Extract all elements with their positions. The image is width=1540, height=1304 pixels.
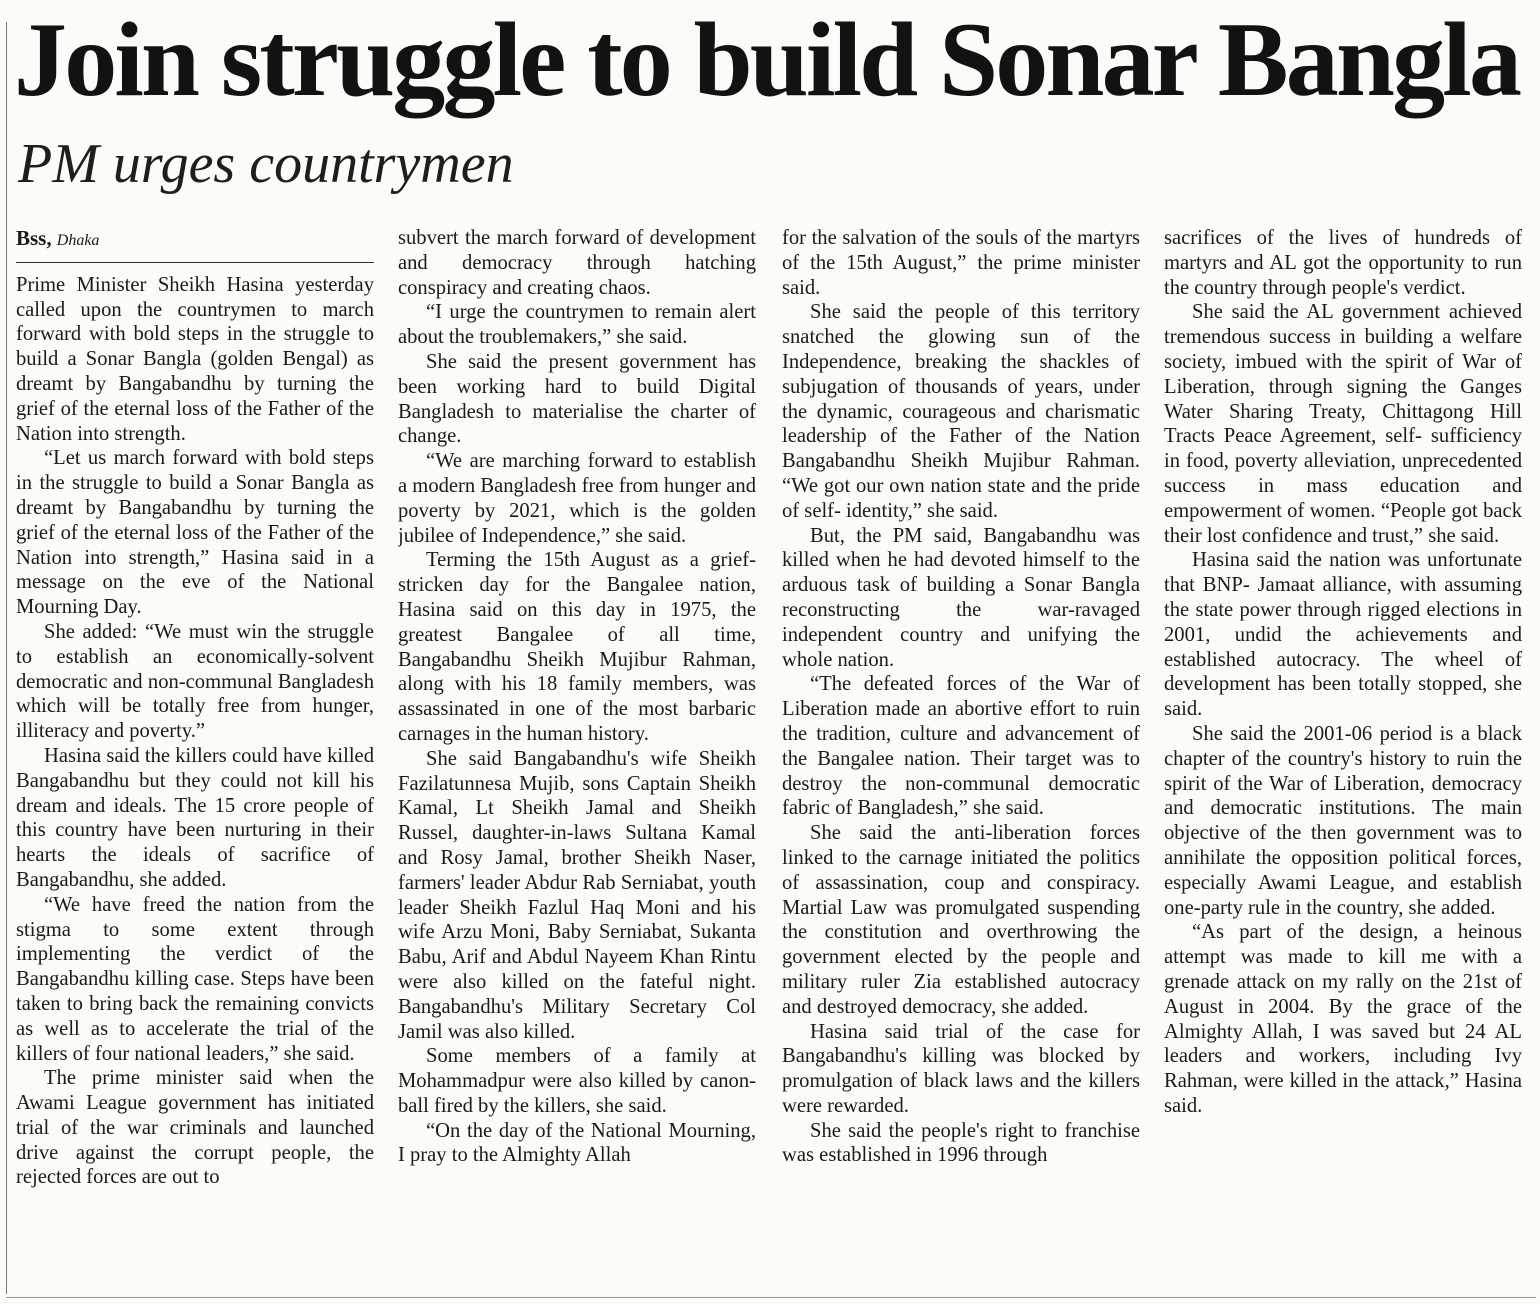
article-column-1	[16, 226, 374, 1286]
paragraph: “The defeated forces of the War of Liberation made an abortive effort to ruin the tradition, culture and advancement of the Bangalee nation. Their target was to destroy the non-communal democratic fabric of Bangladesh,” she said.	[782, 673, 1140, 820]
headline: Join struggle to build Sonar Bangla	[14, 1, 1520, 118]
paragraph: She said the anti-liberation forces linked to the carnage initiated the politics of assassination, coup and conspiracy. Martial Law was promulgated suspending the constitution and overthrowing the government elected by the people and military ruler Zia established autocracy and destroyed democracy, she added.	[782, 822, 1140, 1018]
paragraph: She said the AL government achieved tremendous success in building a welfare society, imbued with the spirit of War of Liberation, through signing the Ganges Water Sharing Treaty, Chittagong Hill Tracts Peace Agreement, self- sufficiency in food, poverty alleviation, unprecedented success in mass education and empowerment of women. “People got back their lost confidence and trust,” she said.	[1164, 301, 1522, 547]
byline-location: Dhaka	[56, 232, 100, 249]
article-column-4	[1164, 226, 1522, 1286]
paragraph: “We have freed the nation from the stigma to some extent through implementing the verdict of the Bangabandhu killing case. Steps have been taken to bring back the remaining convicts as well as to accelerate the trial of the killers of four national leaders,” she said.	[16, 893, 374, 1065]
bottom-rule	[6, 1297, 1536, 1298]
paragraph: “As part of the design, a heinous attempt was made to kill me with a grenade attack on my rally on the 21st of August in 2004. By the grace of the Almighty Allah, I was saved but 24 AL leaders and workers, including Ivy Rahman, were killed in the attack,” Hasina said.	[1164, 921, 1522, 1117]
byline-source: Bss,	[16, 226, 52, 250]
paragraph: Hasina said trial of the case for Bangabandhu's killing was blocked by promulgation of black laws and the killers were rewarded.	[782, 1020, 1140, 1117]
paragraph: Hasina said the nation was unfortunate that BNP- Jamaat alliance, with assuming the state power through rigged elections in 2001, undid the achievements and established autocracy. The wheel of development has been totally stopped, she said.	[1164, 549, 1522, 721]
byline	[16, 226, 374, 263]
paragraph: for the salvation of the souls of the martyrs of the 15th August,” the prime minister said.	[782, 227, 1140, 299]
paragraph: “Let us march forward with bold steps in the struggle to build a Sonar Bangla as dreamt by Bangabandhu by turning the grief of the eternal loss of the Father of the Nation into strength,” Hasina said in a message on the eve of the National Mourning Day.	[16, 447, 374, 619]
paragraph: “I urge the countrymen to remain alert about the troublemakers,” she said.	[398, 301, 756, 349]
paragraph: But, the PM said, Bangabandhu was killed when he had devoted himself to the arduous task of building a Sonar Bangla reconstructing the war-ravaged independent country and unifying the whole nation.	[782, 524, 1140, 671]
article-column-2	[398, 226, 756, 1286]
paragraph: She said the present government has been working hard to build Digital Bangladesh to materialise the charter of change.	[398, 350, 756, 448]
paragraph: “We are marching forward to establish a modern Bangladesh free from hunger and poverty by 2021, which is the golden jubilee of Independence,” she said.	[398, 450, 756, 547]
subheadline: PM urges countrymen	[18, 133, 514, 195]
paragraph: She added: “We must win the struggle to establish an economically-solvent democratic and non-communal Bangladesh which will be totally free from hunger, illiteracy and poverty.”	[16, 620, 374, 743]
paragraph: subvert the march forward of development and democracy through hatching conspiracy and creating chaos.	[398, 227, 756, 299]
paragraph: “On the day of the National Mourning, I pray to the Almighty Allah	[398, 1119, 756, 1167]
paragraph: Hasina said the killers could have killed Bangabandhu but they could not kill his dream and ideals. The 15 crore people of this country have been nurturing in their hearts the ideals of sacrifice of Bangabandhu, she added.	[16, 744, 374, 891]
paragraph: She said the people of this territory snatched the glowing sun of the Independence, breaking the shackles of subjugation of thousands of years, under the dynamic, courageous and charismatic leadership of the Father of the Nation Bangabandhu Sheikh Mujibur Rahman. “We got our own nation state and the pride of self- identity,” she said.	[782, 301, 1140, 522]
article-column-3	[782, 226, 1140, 1286]
left-column-rule	[6, 22, 7, 1294]
paragraph: Terming the 15th August as a grief-stricken day for the Bangalee nation, Hasina said on this day in 1975, the greatest Bangalee of all time, Bangabandhu Sheikh Mujibur Rahman, along with his 18 family members, was assassinated in one of the most barbaric carnages in the human history.	[398, 549, 756, 745]
paragraph: Some members of a family at Mohammadpur were also killed by canon-ball fired by the killers, she said.	[398, 1045, 756, 1117]
paragraph: She said the people's right to franchise was established in 1996 through	[782, 1119, 1140, 1167]
paragraph: sacrifices of the lives of hundreds of martyrs and AL got the opportunity to run the country through people's verdict.	[1164, 227, 1522, 299]
paragraph: Prime Minister Sheikh Hasina yesterday called upon the countrymen to march forward with bold steps in the struggle to build a Sonar Bangla (golden Bengal) as dreamt by Bangabandhu by turning the grief of the eternal loss of the Father of the Nation into strength.	[16, 273, 374, 445]
paragraph: She said the 2001-06 period is a black chapter of the country's history to ruin the spirit of the War of Liberation, democracy and democratic institutions. The main objective of the then government was to annihilate the opposition political forces, especially Awami League, and establish one-party rule in the country, she added.	[1164, 722, 1522, 919]
paragraph: She said Bangabandhu's wife Sheikh Fazilatunnesa Mujib, sons Captain Sheikh Kamal, Lt Sheikh Jamal and Sheikh Russel, daughter-in-laws Sultana Kamal and Rosy Jamal, brother Sheikh Naser, farmers' leader Abdur Rab Serniabat, youth leader Sheikh Fazlul Haq Moni and his wife Arzu Moni, Baby Serniabat, Sukanta Babu, Arif and Abdul Nayeem Khan Rintu were also killed on the fateful night. Bangabandhu's Military Secretary Col Jamil was also killed.	[398, 747, 756, 1043]
paragraph: The prime minister said when the Awami League government has initiated trial of the war criminals and launched drive against the corrupt people, the rejected forces are out to	[16, 1067, 374, 1189]
